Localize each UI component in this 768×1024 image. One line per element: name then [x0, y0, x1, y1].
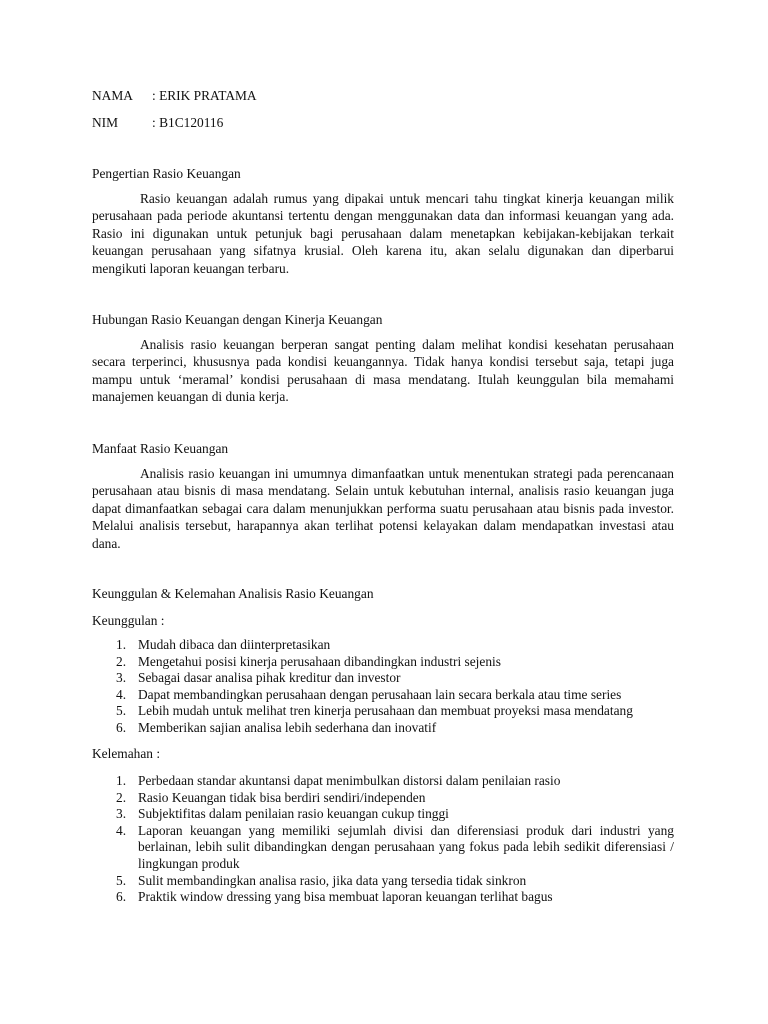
name-value: : ERIK PRATAMA: [152, 88, 257, 103]
list-item-number: 3.: [116, 670, 127, 686]
list-item-text: Sulit membandingkan analisa rasio, jika data yang tersedia tidak sinkron: [138, 872, 527, 888]
list-item-text: Rasio Keuangan tidak bisa berdiri sendiri/independen: [138, 789, 426, 805]
keunggulan-label: Keunggulan :: [92, 613, 165, 628]
kelemahan-label: Kelemahan :: [92, 746, 161, 761]
paragraph-hubungan: Analisis rasio keuangan berperan sangat penting dalam melihat kondisi kesehatan perusahaan secara terperinci, khususnya pada kondisi keuangannya. Tidak hanya kondisi tersebut saja, tetapi juga mampu untuk ‘meramal’ kondisi perusahaan di masa mendatang. Itulah keunggulan bila memahami manajemen keuangan di dunia kerja.: [92, 337, 674, 405]
list-item: [92, 720, 674, 737]
section-heading-manfaat: Manfaat Rasio Keuangan: [92, 441, 229, 456]
list-item-text: Subjektifitas dalam penilaian rasio keuangan cukup tinggi: [138, 806, 449, 822]
list-item-text: Lebih mudah untuk melihat tren kinerja perusahaan dan membuat proyeksi masa mendatang: [138, 703, 633, 719]
list-item-text: Dapat membandingkan perusahaan dengan perusahaan lain secara berkala atau time series: [138, 686, 622, 702]
nim-row: [92, 114, 223, 132]
list-item: [92, 889, 674, 906]
list-item-number: 2.: [116, 789, 127, 805]
list-item-text: Mudah dibaca dan diinterpretasikan: [138, 637, 331, 652]
section-heading-hubungan: Hubungan Rasio Keuangan dengan Kinerja Keuangan: [92, 312, 383, 327]
list-item-text: Perbedaan standar akuntansi dapat menimbulkan distorsi dalam penilaian rasio: [138, 773, 561, 788]
list-item: [92, 637, 674, 654]
keunggulan-list: [92, 637, 674, 737]
list-item: [92, 703, 674, 720]
list-item: [92, 873, 674, 890]
list-item: [92, 687, 674, 704]
nim-value: : B1C120116: [152, 115, 224, 130]
nim-label: NIM: [92, 115, 119, 130]
section-heading-keunggulan-kelemahan: Keunggulan & Kelemahan Analisis Rasio Keuangan: [92, 586, 374, 601]
kelemahan-list: [92, 773, 674, 906]
list-item-number: 1.: [116, 773, 127, 788]
list-item-text: Mengetahui posisi kinerja perusahaan dibandingkan industri sejenis: [138, 653, 501, 669]
list-item-number: 1.: [116, 637, 127, 652]
list-item: [92, 823, 674, 873]
list-item: [92, 790, 674, 807]
name-label: NAMA: [92, 88, 133, 103]
list-item-number: 6.: [116, 889, 127, 905]
paragraph-pengertian: Rasio keuangan adalah rumus yang dipakai untuk mencari tahu tingkat kinerja keuangan milik perusahaan pada periode akuntansi tertentu dengan menggunakan data dan informasi keuangan yang ada. Rasio ini digunakan untuk petunjuk bagi perusahaan dalam menetapkan kebijakan-kebijakan terkait keuangan perusahaan yang sifatnya krusial. Oleh karena itu, akan selalu digunakan dan diperbarui mengikuti laporan keuangan terbaru.: [92, 191, 674, 276]
list-item-number: 4.: [116, 822, 127, 838]
list-item-number: 6.: [116, 719, 127, 735]
paragraph-manfaat: Analisis rasio keuangan ini umumnya dimanfaatkan untuk menentukan strategi pada perencanaan perusahaan atau bisnis di masa mendatang. Selain untuk kebutuhan internal, analisis rasio keuangan juga dapat dimanfaatkan sebagai cara dalam menunjukkan performa suatu perusahaan atau bisnis pada investor. Melalui analisis tersebut, harapannya akan terlihat potensi kelayakan dalam mendapatkan investasi atau dana.: [92, 466, 674, 551]
list-item-text: Praktik window dressing yang bisa membuat laporan keuangan terlihat bagus: [138, 889, 553, 905]
list-item-number: 2.: [116, 653, 127, 669]
list-item-text: Laporan keuangan yang memiliki sejumlah divisi dan diferensiasi produk dari industri yang berlainan, lebih sulit dibandingkan dengan perusahaan yang fokus pada lebih sedikit diferensiasi / lingkungan produk: [138, 822, 674, 871]
list-item-number: 5.: [116, 872, 127, 888]
list-item-number: 3.: [116, 806, 127, 822]
list-item: [92, 773, 674, 790]
list-item-text: Memberikan sajian analisa lebih sederhana dan inovatif: [138, 719, 437, 735]
list-item-text: Sebagai dasar analisa pihak kreditur dan investor: [138, 670, 401, 686]
list-item-number: 4.: [116, 686, 127, 702]
list-item: [92, 670, 674, 687]
list-item: [92, 806, 674, 823]
name-row: [92, 87, 257, 105]
section-heading-pengertian: Pengertian Rasio Keuangan: [92, 166, 241, 181]
list-item-number: 5.: [116, 703, 127, 719]
list-item: [92, 654, 674, 671]
